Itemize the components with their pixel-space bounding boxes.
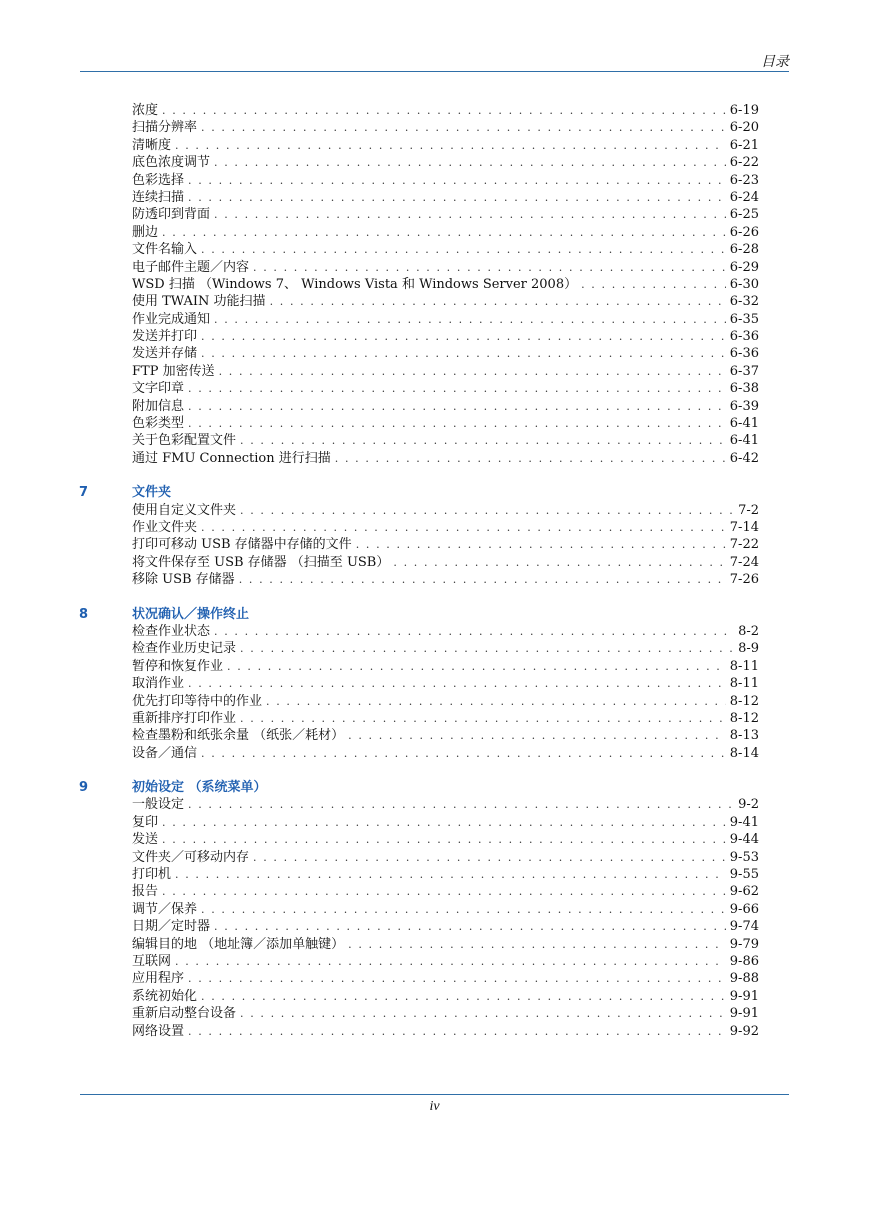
toc-entry-title: 文件夹／可移动内存 [132, 849, 250, 865]
toc-entry-page: 6-25 [729, 207, 759, 223]
toc-entry-title: 删边 [132, 224, 159, 240]
toc-entry[interactable] [132, 102, 759, 119]
toc-entry-page: 8-13 [729, 728, 759, 744]
toc-entry-page: 9-79 [729, 936, 759, 952]
toc-entry-title: 调节／保养 [132, 901, 198, 917]
dot-leader [188, 172, 726, 189]
toc-entry-title: 扫描分辨率 [132, 120, 198, 136]
dot-leader [214, 623, 734, 640]
toc-entry-title: 清晰度 [132, 137, 172, 153]
dot-leader [188, 415, 726, 432]
toc-entry[interactable] [132, 241, 759, 258]
dot-leader [201, 745, 726, 762]
toc-entry[interactable] [132, 363, 759, 380]
dot-leader [175, 137, 726, 154]
toc-entry-title: FTP 加密传送 [132, 363, 215, 379]
dot-leader [214, 311, 726, 328]
toc-entry-page: 7-26 [729, 572, 759, 588]
toc-entry[interactable] [132, 276, 759, 293]
toc-entry-page: 6-36 [729, 329, 759, 345]
toc-entry-title: 色彩选择 [132, 172, 185, 188]
toc-entry-page: 7-24 [729, 554, 759, 570]
toc-entry-title: 检查作业历史记录 [132, 641, 237, 657]
toc-entry-title: 使用 TWAIN 功能扫描 [132, 294, 266, 310]
toc-entry[interactable] [132, 119, 759, 136]
toc-entry-page: 8-14 [729, 745, 759, 761]
toc-entry[interactable] [132, 172, 759, 189]
dot-leader [239, 571, 726, 588]
dot-leader [201, 345, 726, 362]
dot-leader [162, 814, 726, 831]
toc-entry[interactable] [132, 432, 759, 449]
toc-entry-title: 报告 [132, 884, 159, 900]
table-of-contents [79, 102, 759, 1040]
toc-entry[interactable] [132, 293, 759, 310]
dot-leader [188, 380, 726, 397]
toc-entry[interactable] [132, 224, 759, 241]
toc-entry-page: 6-24 [729, 189, 759, 205]
toc-entry[interactable] [132, 918, 759, 935]
dot-leader [214, 206, 726, 223]
dot-leader [240, 502, 734, 519]
chapter-number: 9 [79, 780, 89, 796]
running-header-title: 目录 [761, 54, 789, 70]
toc-entry[interactable] [132, 398, 759, 415]
toc-entry[interactable] [132, 849, 759, 866]
toc-entry[interactable] [132, 970, 759, 987]
toc-entry-page: 8-9 [738, 641, 759, 657]
toc-entry-title: 关于色彩配置文件 [132, 433, 237, 449]
dot-leader [201, 328, 726, 345]
toc-entry-title: 使用自定义文件夹 [132, 502, 237, 518]
toc-entry-title: 文字印章 [132, 381, 185, 397]
toc-entry[interactable] [132, 710, 759, 727]
toc-section [79, 484, 759, 588]
toc-entry[interactable] [132, 536, 759, 553]
toc-section [132, 102, 759, 467]
toc-entry-title: 检查作业状态 [132, 623, 211, 639]
toc-entry-title: 打印可移动 USB 存储器中存储的文件 [132, 537, 352, 553]
chapter-title[interactable]: 初始设定 （系统菜单） [132, 780, 267, 796]
dot-leader [162, 831, 726, 848]
toc-entry[interactable] [132, 502, 759, 519]
toc-entry-title: 优先打印等待中的作业 [132, 693, 263, 709]
toc-entry[interactable] [132, 831, 759, 848]
toc-entry-title: 作业文件夹 [132, 519, 198, 535]
toc-entry-title: 网络设置 [132, 1023, 185, 1039]
toc-entry-page: 6-29 [729, 259, 759, 275]
dot-leader [253, 259, 726, 276]
dot-leader [201, 901, 726, 918]
toc-entry-page: 9-74 [729, 919, 759, 935]
toc-entry[interactable] [132, 988, 759, 1005]
chapter-title[interactable]: 文件夹 [132, 485, 172, 501]
dot-leader [266, 693, 726, 710]
toc-entry[interactable] [132, 554, 759, 571]
toc-entry-title: 通过 FMU Connection 进行扫描 [132, 450, 331, 466]
toc-entry-page: 9-91 [729, 988, 759, 1004]
dot-leader [162, 224, 726, 241]
toc-entry-page: 9-92 [729, 1023, 759, 1039]
toc-entry[interactable] [132, 658, 759, 675]
dot-leader [227, 658, 726, 675]
dot-leader [162, 883, 726, 900]
toc-entry[interactable] [132, 901, 759, 918]
toc-entry-title: 底色浓度调节 [132, 155, 211, 171]
chapter-number: 8 [79, 606, 89, 622]
toc-entry-title: 设备／通信 [132, 745, 198, 761]
toc-entry[interactable] [132, 814, 759, 831]
toc-entry-page: 8-11 [729, 658, 759, 674]
page-number: iv [429, 1099, 440, 1114]
toc-entry-title: 连续扫描 [132, 189, 185, 205]
dot-leader [348, 727, 726, 744]
toc-entry[interactable] [132, 693, 759, 710]
toc-entry[interactable] [132, 415, 759, 432]
toc-entry-title: 互联网 [132, 953, 172, 969]
dot-leader [175, 866, 726, 883]
toc-entry-title: 电子邮件主题／内容 [132, 259, 250, 275]
toc-entry-title: 移除 USB 存储器 [132, 572, 235, 588]
toc-entry[interactable] [132, 623, 759, 640]
toc-entry[interactable] [132, 953, 759, 970]
toc-entry[interactable] [132, 796, 759, 813]
toc-entry-title: 复印 [132, 814, 159, 830]
toc-entry[interactable] [132, 936, 759, 953]
toc-entry[interactable] [132, 259, 759, 276]
toc-entry-title: 色彩类型 [132, 416, 185, 432]
toc-entry-title: 浓度 [132, 103, 159, 118]
toc-entry-page: 6-42 [729, 450, 759, 466]
toc-entry-page: 9-2 [738, 797, 759, 813]
dot-leader [175, 953, 726, 970]
dot-leader [188, 189, 726, 206]
chapter-title[interactable]: 状况确认／操作终止 [132, 606, 250, 622]
toc-entry-page: 6-28 [729, 242, 759, 258]
toc-entry-page: 6-19 [729, 103, 759, 118]
toc-entry[interactable] [132, 727, 759, 744]
dot-leader [162, 102, 726, 119]
toc-entry[interactable] [132, 745, 759, 762]
toc-entry[interactable] [132, 311, 759, 328]
toc-entry-page: 9-44 [729, 832, 759, 848]
dot-leader [356, 536, 726, 553]
toc-entry-page: 9-86 [729, 953, 759, 969]
toc-entry-page: 6-35 [729, 311, 759, 327]
toc-entry-page: 6-36 [729, 346, 759, 362]
dot-leader [240, 710, 726, 727]
toc-entry[interactable] [132, 345, 759, 362]
dot-leader [270, 293, 726, 310]
toc-entry-title: 重新排序打印作业 [132, 710, 237, 726]
toc-entry-title: 应用程序 [132, 971, 185, 987]
toc-entry-page: 9-88 [729, 971, 759, 987]
toc-entry-page: 6-21 [729, 137, 759, 153]
dot-leader [188, 796, 734, 813]
dot-leader [253, 849, 726, 866]
toc-entry[interactable] [132, 1005, 759, 1022]
toc-entry[interactable] [132, 328, 759, 345]
toc-entry-page: 9-66 [729, 901, 759, 917]
toc-entry-title: 日期／定时器 [132, 919, 211, 935]
header-rule [80, 71, 789, 72]
toc-entry[interactable] [132, 519, 759, 536]
toc-entry-title: 作业完成通知 [132, 311, 211, 327]
toc-entry[interactable] [132, 640, 759, 657]
toc-entry-title: WSD 扫描 （Windows 7、 Windows Vista 和 Windows Server 2008） [132, 276, 578, 292]
toc-entry-page: 6-30 [729, 276, 759, 292]
toc-entry-page: 6-41 [729, 433, 759, 449]
dot-leader [393, 554, 725, 571]
dot-leader [188, 675, 726, 692]
toc-entry-page: 9-53 [729, 849, 759, 865]
dot-leader [188, 970, 726, 987]
dot-leader [214, 918, 726, 935]
dot-leader [214, 154, 726, 171]
dot-leader [201, 988, 726, 1005]
toc-entry-title: 将文件保存至 USB 存储器 （扫描至 USB） [132, 554, 390, 570]
dot-leader [201, 241, 726, 258]
toc-entry[interactable] [132, 189, 759, 206]
toc-entry[interactable] [132, 675, 759, 692]
toc-entry-page: 9-62 [729, 884, 759, 900]
toc-entry-page: 9-91 [729, 1006, 759, 1022]
toc-section [79, 779, 759, 1040]
dot-leader [188, 398, 726, 415]
toc-entry-title: 打印机 [132, 867, 172, 883]
toc-entry-page: 6-23 [729, 172, 759, 188]
dot-leader [219, 363, 726, 380]
toc-entry-page: 6-37 [729, 363, 759, 379]
dot-leader [240, 1005, 726, 1022]
toc-entry-page: 8-12 [729, 710, 759, 726]
toc-entry-page: 8-12 [729, 693, 759, 709]
toc-entry-title: 检查墨粉和纸张余量 （纸张／耗材） [132, 728, 345, 744]
dot-leader [348, 936, 726, 953]
toc-entry-title: 文件名输入 [132, 242, 198, 258]
toc-entry-page: 7-2 [738, 502, 759, 518]
toc-entry-title: 发送并打印 [132, 329, 198, 345]
toc-entry-page: 6-38 [729, 381, 759, 397]
toc-entry-page: 6-22 [729, 155, 759, 171]
dot-leader [188, 1023, 726, 1040]
chapter-number: 7 [79, 485, 89, 501]
toc-entry-page: 9-55 [729, 867, 759, 883]
dot-leader [240, 640, 734, 657]
footer-rule [80, 1094, 789, 1095]
toc-entry-title: 重新启动整台设备 [132, 1006, 237, 1022]
dot-leader [335, 450, 726, 467]
toc-entry-title: 一般设定 [132, 797, 185, 813]
dot-leader [240, 432, 726, 449]
toc-entry[interactable] [132, 866, 759, 883]
toc-section [79, 606, 759, 763]
toc-entry-page: 6-32 [729, 294, 759, 310]
toc-entry-page: 8-11 [729, 676, 759, 692]
toc-entry[interactable] [132, 154, 759, 171]
toc-entry-page: 7-14 [729, 519, 759, 535]
toc-entry-page: 8-2 [738, 623, 759, 639]
toc-entry[interactable] [132, 137, 759, 154]
toc-entry-title: 暂停和恢复作业 [132, 658, 224, 674]
dot-leader [201, 519, 726, 536]
dot-leader [581, 276, 726, 293]
toc-entry[interactable] [132, 571, 759, 588]
toc-entry-page: 6-26 [729, 224, 759, 240]
dot-leader [201, 119, 726, 136]
toc-entry-page: 6-41 [729, 416, 759, 432]
toc-entry-page: 9-41 [729, 814, 759, 830]
toc-entry-title: 发送并存储 [132, 346, 198, 362]
toc-entry[interactable] [132, 380, 759, 397]
toc-entry-page: 6-20 [729, 120, 759, 136]
toc-entry-title: 编辑目的地 （地址簿／添加单触键） [132, 936, 345, 952]
toc-entry-title: 取消作业 [132, 676, 185, 692]
toc-entry-page: 7-22 [729, 537, 759, 553]
toc-entry-page: 6-39 [729, 398, 759, 414]
toc-entry-title: 系统初始化 [132, 988, 198, 1004]
toc-entry-title: 发送 [132, 832, 159, 848]
toc-entry[interactable] [132, 883, 759, 900]
toc-entry[interactable] [132, 206, 759, 223]
toc-entry-title: 附加信息 [132, 398, 185, 414]
toc-entry[interactable] [132, 1023, 759, 1040]
toc-entry-title: 防透印到背面 [132, 207, 211, 223]
toc-entry[interactable] [132, 450, 759, 467]
